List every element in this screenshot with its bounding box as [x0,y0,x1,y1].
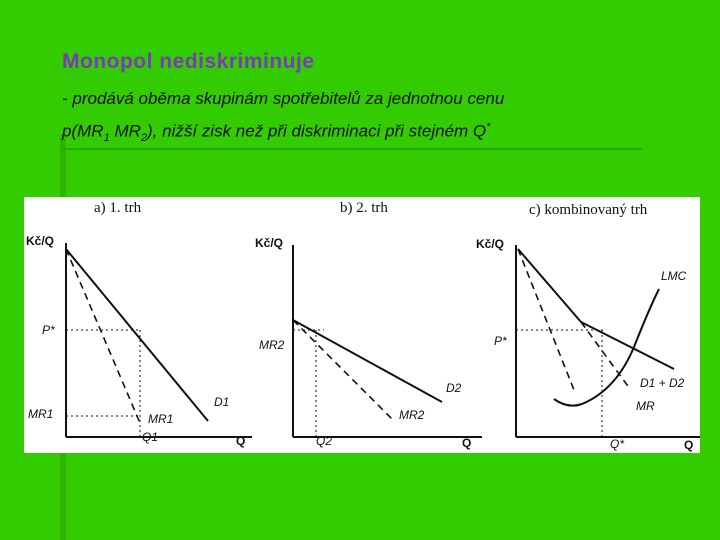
panel-a-demand-curve [66,249,208,421]
panel-b-mr-level-label: MR2 [259,338,285,352]
panel-a-mr-curve-label: MR1 [148,412,174,426]
panel-c-price-label: P* [494,334,507,348]
panel-b-demand-label: D2 [446,381,462,395]
panel-b-yaxis-label: Kč/Q [255,236,284,250]
subtitle-rest: ), nižší zisk než při diskriminaci při stejném Q [147,121,487,141]
panel-c-demand-label: D1 + D2 [640,376,685,390]
panel-c-yaxis-label: Kč/Q [476,237,505,251]
panel-b-xaxis-label: Q [462,436,472,450]
panel-a-yaxis-label: Kč/Q [26,234,55,248]
panel-c-mr-curve-lower [581,322,630,389]
mr1-text: (MR [71,121,104,141]
mr2-subscript: 2 [140,132,148,145]
price-symbol: p [62,121,72,141]
panel-a-mr-level-label: MR1 [28,407,54,421]
panel-c-lmc-label: LMC [661,269,687,283]
panel-b-mr-curve [293,320,392,419]
mr1-subscript: 1 [103,132,110,145]
panel-b-quantity-label: Q2 [316,434,333,448]
panel-a-title: a) 1. trh [94,200,142,216]
panel-c-title: c) kombinovaný trh [529,202,648,218]
panel-a-xaxis-label: Q [236,434,246,448]
figure-svg [24,197,700,453]
panel-c-mr-label: MR [636,399,655,413]
panel-b-demand-curve [293,320,442,402]
panel-b-mr-curve-label: MR2 [399,408,425,422]
panel-a-quantity-label: Q1 [142,430,159,444]
mr2-text: MR [114,121,141,141]
subtitle-line-1: - prodává oběma skupinám spotřebitelů za jednotnou cenu [62,89,505,108]
slide-title: Monopol nediskriminuje [62,50,315,73]
panel-a-mr-curve [66,249,140,423]
subtitle-line-2 [62,113,662,152]
star-superscript: * [486,121,491,133]
panel-c-quantity-label: Q* [610,437,625,451]
slide-subtitle [62,85,662,152]
economics-figure [24,197,700,453]
panel-b-title: b) 2. trh [340,200,388,216]
panel-a-demand-label: D1 [214,395,230,409]
panel-a-price-label: P* [42,323,55,337]
panel-c-xaxis-label: Q [684,438,694,452]
panel-c-mr-curve-upper [518,249,574,390]
